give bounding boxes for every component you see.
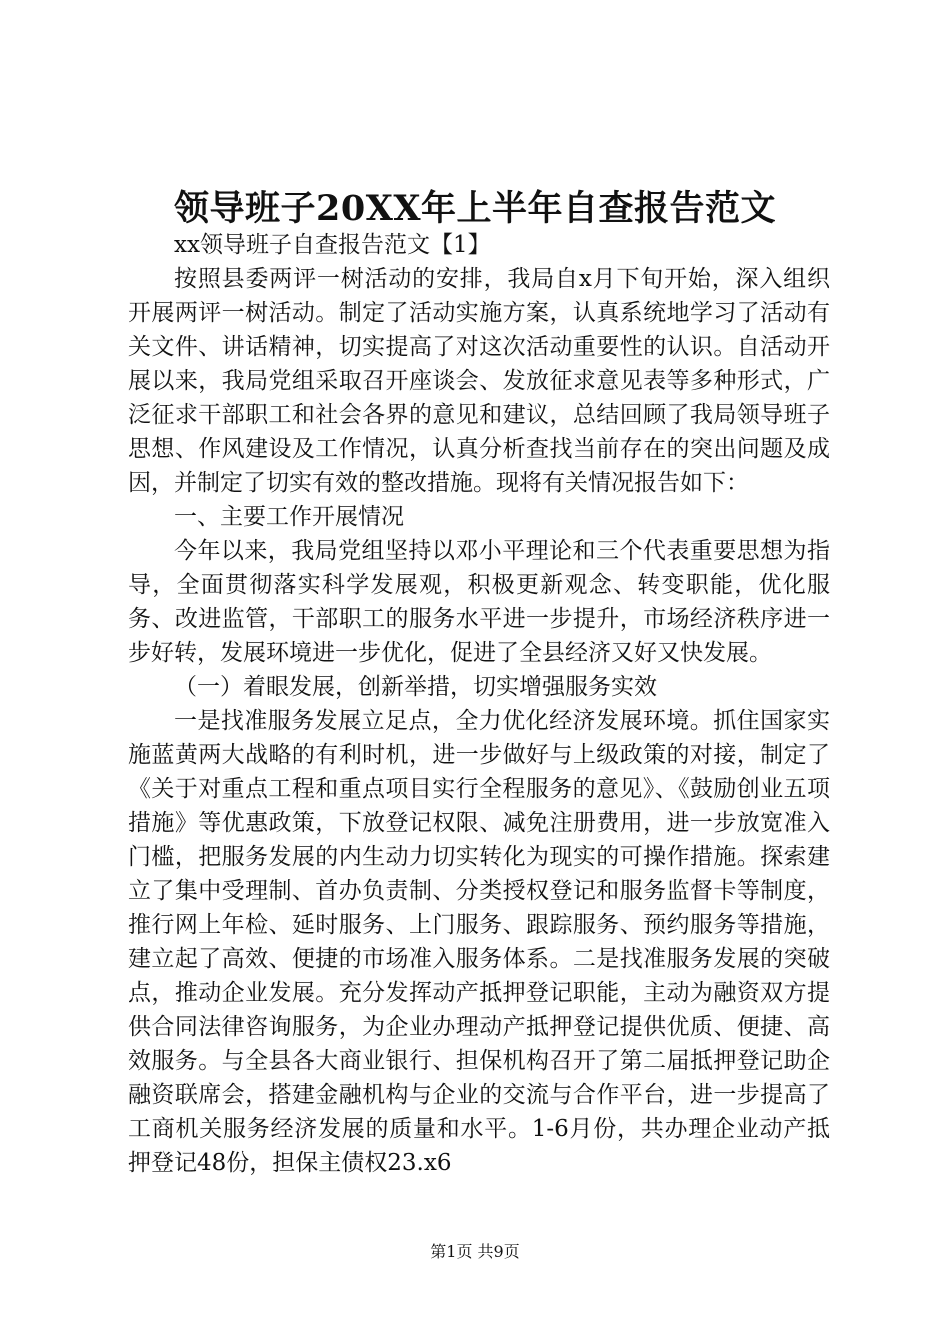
document-title: 领导班子20XX年上半年自查报告范文 — [173, 188, 777, 229]
document-body — [128, 228, 830, 1180]
subsection-heading-1: （一）着眼发展，创新举措，切实增强服务实效 — [174, 674, 657, 700]
section-heading-sample: xx领导班子自查报告范文【1】 — [174, 232, 491, 258]
subsection-1-paragraph: 一是找准服务发展立足点，全力优化经济发展环境。抓住国家实施蓝黄两大战略的有利时机，进一步做好与上级政策的对接，制定了《关于对重点工程和重点项目实行全程服务的意见》、《鼓励创业五项措施》等优惠政策，下放登记权限、减免注册费用，进一步放宽准入门槛，把服务发展的内生动力切实转化为现实的可操作措施。探索建立了集中受理制、首办负责制、分类授权登记和服务监督卡等制度，推行网上年检、延时服务、上门服务、跟踪服务、预约服务等措施，建立起了高效、便捷的市场准入服务体系。二是找准服务发展的突破点，推动企业发展。充分发挥动产抵押登记职能，主动为融资双方提供合同法律咨询服务，为企业办理动产抵押登记提供优质、便捷、高效服务。与全县各大商业银行、担保机构召开了第二届抵押登记助企融资联席会，搭建金融机构与企业的交流与合作平台，进一步提高了工商机关服务经济发展的质量和水平。1-6月份，共办理企业动产抵押登记48份，担保主债权23.x6 — [128, 708, 830, 1176]
page-footer: 第1页 共9页 — [430, 1242, 520, 1261]
section-heading-main-work: 一、主要工作开展情况 — [174, 504, 404, 530]
main-work-paragraph: 今年以来，我局党组坚持以邓小平理论和三个代表重要思想为指导，全面贯彻落实科学发展观，积极更新观念、转变职能，优化服务、改进监管，干部职工的服务水平进一步提升，市场经济秩序进一步好转，发展环境进一步优化，促进了全县经济又好又快发展。 — [128, 538, 830, 666]
intro-paragraph: 按照县委两评一树活动的安排，我局自x月下旬开始，深入组织开展两评一树活动。制定了活动实施方案，认真系统地学习了活动有关文件、讲话精神，切实提高了对这次活动重要性的认识。自活动开展以来，我局党组采取召开座谈会、发放征求意见表等多种形式，广泛征求干部职工和社会各界的意见和建议，总结回顾了我局领导班子思想、作风建设及工作情况，认真分析查找当前存在的突出问题及成因，并制定了切实有效的整改措施。现将有关情况报告如下： — [128, 266, 830, 496]
